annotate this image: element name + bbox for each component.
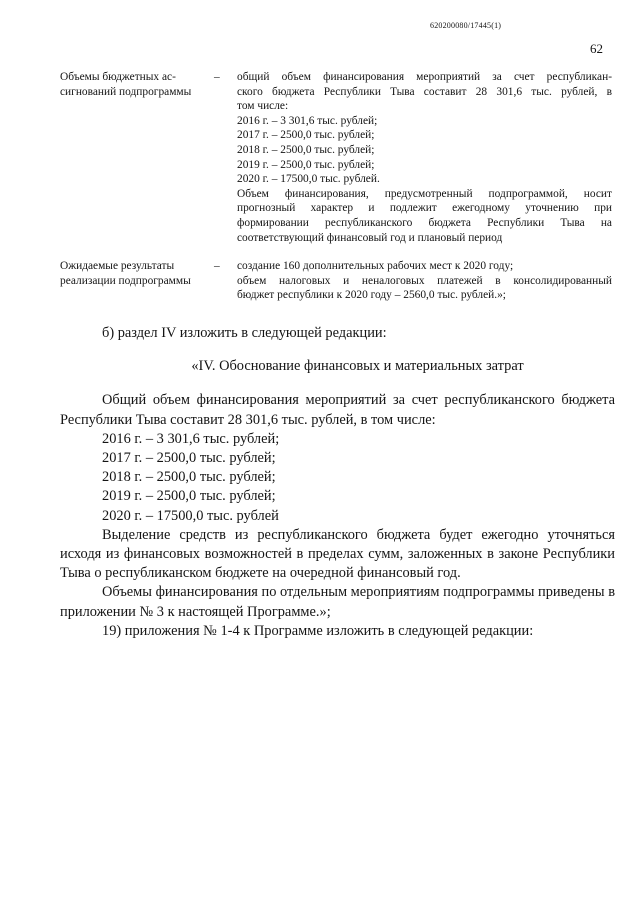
year-item: 2020 г. – 17500,0 тыс. рублей [102,507,279,524]
passport-value-budget: общий объем финансирования мероприятий за счет республикан- ского бюджета Республики Тыва составит 28 301,6 тыс. рублей, в том числе: 2016 г. – 3 301,6 тыс. рублей; 2017 г. – 2500,0 тыс. рублей; 2018 г. – 2500,0 тыс. рублей; 2019 г. – 2500,0 тыс. рублей; 2020 г. – 17500,0 тыс. рублей. Объем финансирования, предусмотренный подпрограммой, носит прогнозный характер и подлежит ежегодному уточнению при формировании республиканского бюджета Республики Тыва на соответствующий финансовый год и плановый период [237,71,612,244]
document-number: 620200080/17445(1) [430,21,502,30]
passport-dash: – [214,260,220,272]
year-item: 2018 г. – 2500,0 тыс. рублей; [102,469,276,486]
year-item: 2016 г. – 3 301,6 тыс. рублей; [102,430,280,447]
year-list [60,430,615,526]
page-number: 62 [590,41,603,56]
section-heading: «IV. Обоснование финансовых и материальных затрат [191,358,524,375]
paragraph-allocation: Выделение средств из республиканского бюджета будет ежегодно уточняться исходя из финансовых возможностей в пределах сумм, заложенных в законе Республики Тыва о республиканском бюджете на очередной финансовый год. [60,526,615,582]
paragraph-activities: Объемы финансирования по отдельным мероприятиям подпрограммы приведены в приложении № 3 к настоящей Программе.»; [60,584,615,620]
document-body [60,324,615,641]
paragraph-total: Общий объем финансирования мероприятий за счет республиканского бюджета Республики Тыва составит 28 301,6 тыс. рублей, в том числе: [60,392,615,428]
passport-label-results: Ожидаемые результаты реализации подпрограммы [60,260,191,287]
passport-value-results: создание 160 дополнительных рабочих мест к 2020 году; объем налоговых и неналоговых платежей в консолидированный бюджет республики к 2020 году – 2560,0 тыс. рублей.»; [237,260,612,302]
year-item: 2017 г. – 2500,0 тыс. рублей; [102,450,276,467]
passport-dash: – [214,71,220,83]
item-19-instruction: 19) приложения № 1-4 к Программе изложить в следующей редакции: [102,622,534,639]
section-b-instruction: б) раздел IV изложить в следующей редакции: [102,325,387,341]
year-item: 2019 г. – 2500,0 тыс. рублей; [102,488,276,505]
passport-label-budget: Объемы бюджетных ас- сигнований подпрограммы [60,71,192,98]
